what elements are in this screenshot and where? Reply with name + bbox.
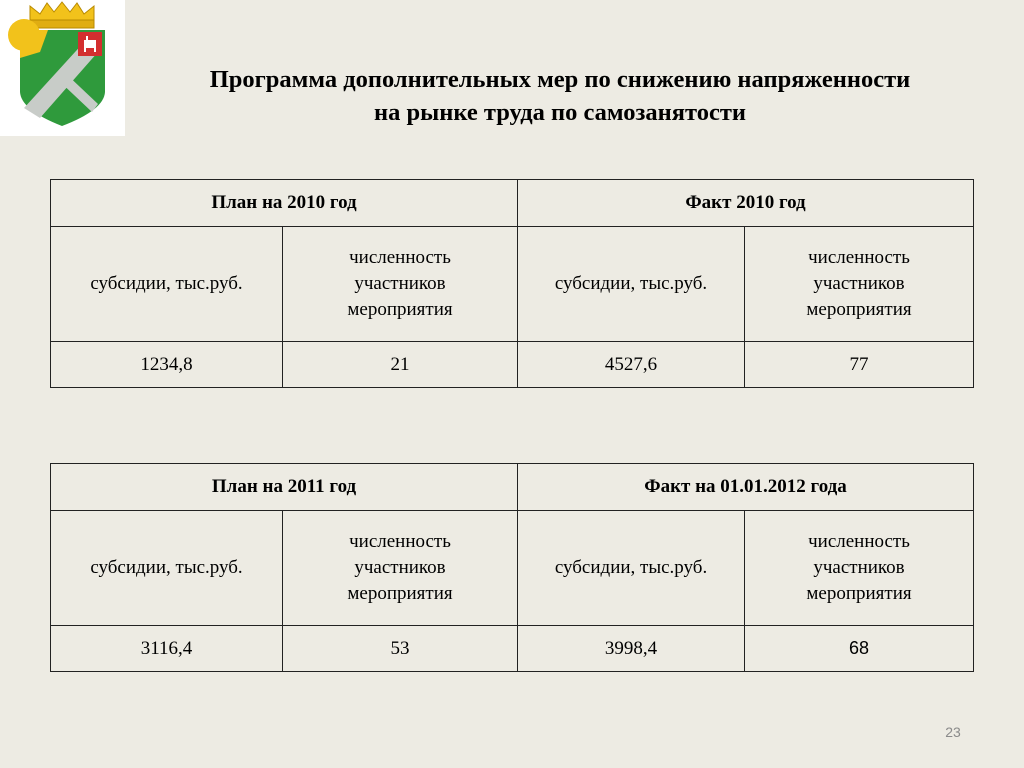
page-number: 23: [945, 724, 961, 740]
fact-subsidy-label: субсидии, тыс.руб.: [518, 227, 745, 342]
plan-participants-label: [283, 511, 518, 626]
participants-label-text: численность участников мероприятия: [806, 531, 912, 604]
participants-label-text: численность участников мероприятия: [347, 531, 453, 604]
fact-participants-value: 68: [745, 626, 974, 672]
logo-area: [0, 0, 125, 136]
table-subheader-row: [51, 227, 974, 342]
table-2010: [50, 179, 974, 388]
fact-subsidy-label: субсидии, тыс.руб.: [518, 511, 745, 626]
coat-of-arms-icon: [0, 0, 125, 136]
participants-label-text: численность участников мероприятия: [806, 247, 912, 320]
fact-header: Факт на 01.01.2012 года: [518, 464, 974, 511]
plan-participants-value: 21: [283, 342, 518, 388]
table-subheader-row: [51, 511, 974, 626]
plan-subsidy-label: субсидии, тыс.руб.: [51, 511, 283, 626]
page-title: [140, 63, 980, 129]
plan-subsidy-value: 3116,4: [51, 626, 283, 672]
fact-subsidy-value: 4527,6: [518, 342, 745, 388]
plan-participants-value: 53: [283, 626, 518, 672]
table-header-row: [51, 180, 974, 227]
plan-header: План на 2010 год: [51, 180, 518, 227]
plan-participants-label: [283, 227, 518, 342]
participants-label-text: численность участников мероприятия: [347, 247, 453, 320]
fact-subsidy-value: 3998,4: [518, 626, 745, 672]
plan-subsidy-label: субсидии, тыс.руб.: [51, 227, 283, 342]
table-row: [51, 342, 974, 388]
fact-participants-value: 77: [745, 342, 974, 388]
page-title-line-2: на рынке труда по самозанятости: [374, 99, 746, 126]
fact-participants-label: [745, 227, 974, 342]
plan-subsidy-value: 1234,8: [51, 342, 283, 388]
page-title-line-1: Программа дополнительных мер по снижению напряженности: [209, 66, 911, 93]
table-row: [51, 626, 974, 672]
fact-header: Факт 2010 год: [518, 180, 974, 227]
plan-header: План на 2011 год: [51, 464, 518, 511]
table-2011: [50, 463, 974, 672]
table-header-row: [51, 464, 974, 511]
fact-participants-label: [745, 511, 974, 626]
